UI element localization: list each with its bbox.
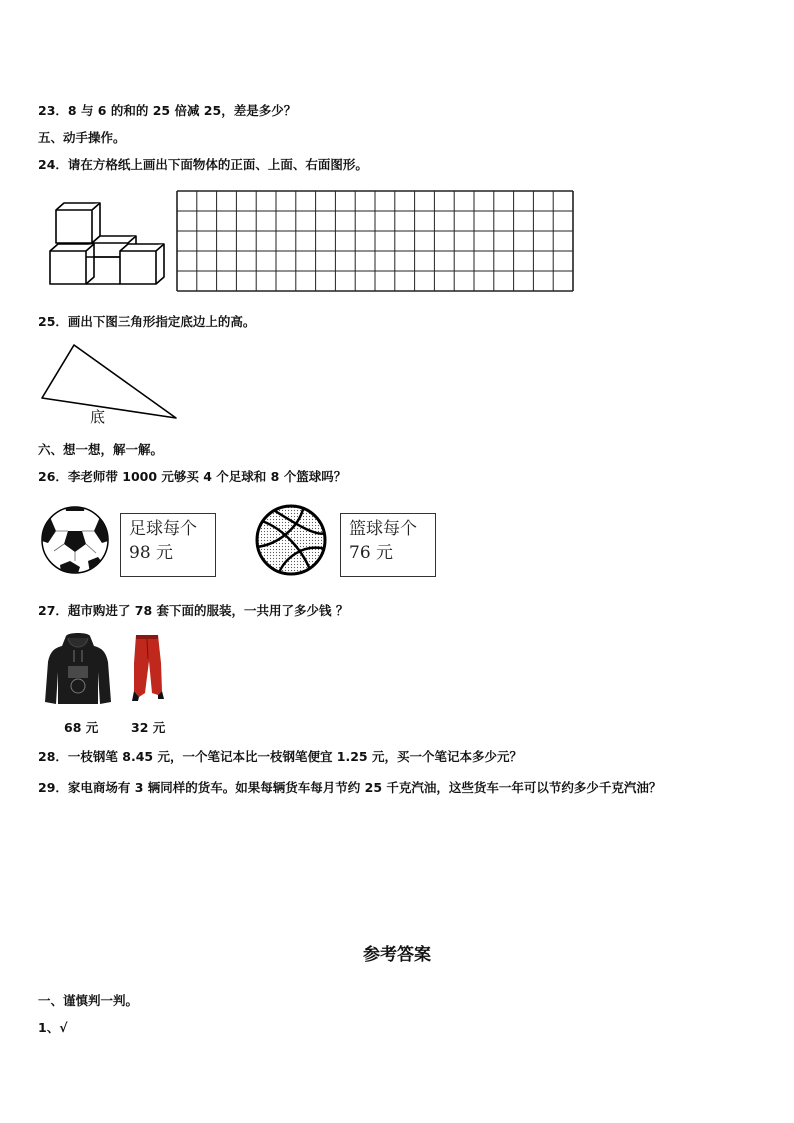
answer-section-1: 一、谨慎判一判。	[38, 993, 139, 1008]
pants-icon	[128, 633, 168, 703]
basketball-icon	[254, 503, 328, 577]
basketball-price-box	[340, 513, 436, 577]
soccer-ball-icon	[40, 505, 110, 575]
basketball-price-value: 76 元	[349, 543, 394, 563]
section-6-heading: 六、想一想，解一解。	[38, 442, 164, 457]
question-23: 23．8 与 6 的和的 25 倍减 25，差是多少？	[38, 103, 297, 118]
triangle-base-label: 底	[90, 408, 106, 426]
soccer-price-value: 98 元	[129, 543, 174, 563]
question-28: 28．一枝钢笔 8.45 元，一个笔记本比一枝钢笔便宜 1.25 元，买一个笔记本多少元？	[38, 749, 522, 764]
hoodie-price: 68 元	[64, 720, 99, 735]
question-24: 24．请在方格纸上画出下面物体的正面、上面、右面图形。	[38, 157, 368, 172]
grid-paper[interactable]	[176, 190, 574, 292]
answer-title: 参考答案	[363, 945, 431, 965]
soccer-price-box	[120, 513, 216, 577]
basketball-price-label: 篮球每个	[349, 519, 417, 539]
cube-stack-figure	[44, 198, 172, 288]
pants-price: 32 元	[131, 720, 166, 735]
section-5-heading: 五、动手操作。	[38, 130, 126, 145]
hoodie-icon	[44, 632, 112, 706]
question-26: 26．李老师带 1000 元够买 4 个足球和 8 个篮球吗？	[38, 469, 347, 484]
question-25: 25．画出下图三角形指定底边上的高。	[38, 314, 256, 329]
soccer-price-label: 足球每个	[129, 519, 197, 539]
question-29: 29．家电商场有 3 辆同样的货车。如果每辆货车每月节约 25 千克汽油，这些货车一年可以节约多少千克汽油？	[38, 780, 662, 795]
answer-1: 1、√	[38, 1020, 68, 1035]
triangle-figure	[38, 340, 180, 422]
question-27: 27．超市购进了 78 套下面的服装，一共用了多少钱 ？	[38, 603, 349, 618]
